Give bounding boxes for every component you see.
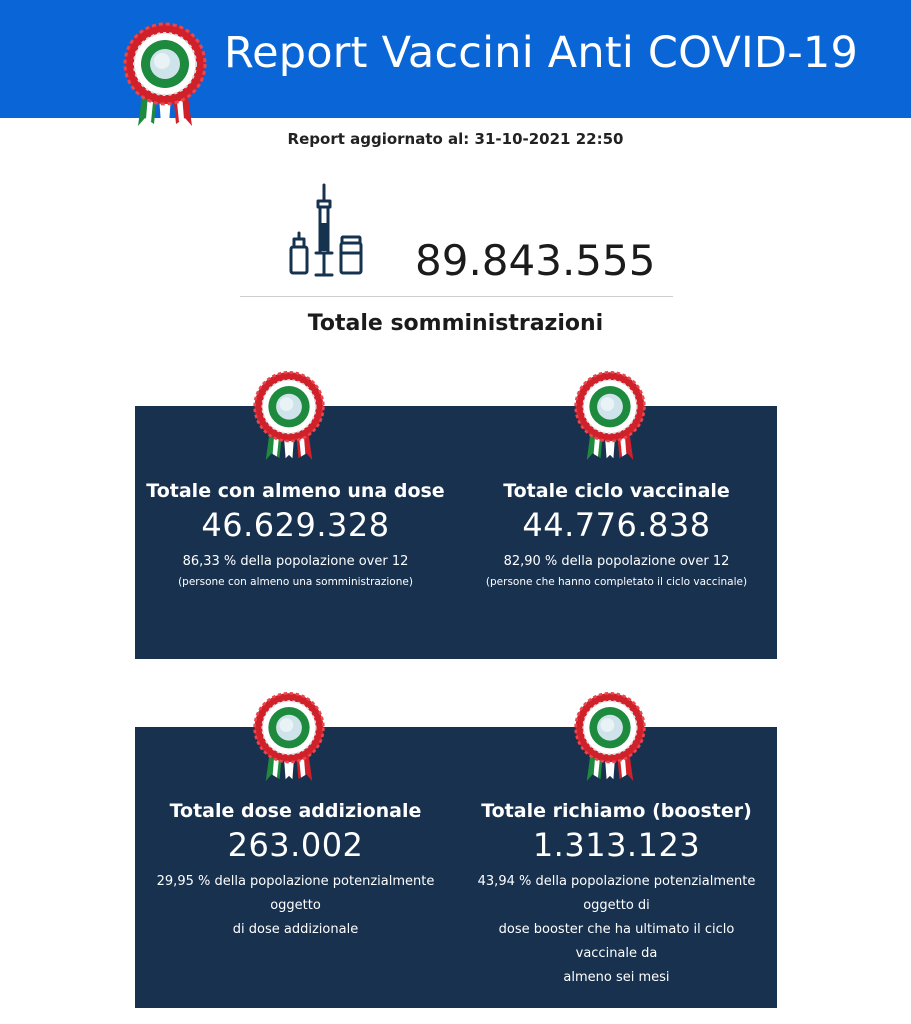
stat-percent-line: oggetto xyxy=(270,898,321,913)
stat-title: Totale con almeno una dose xyxy=(146,480,445,502)
vaccine-syringe-icon xyxy=(285,183,363,279)
total-administrations-label: Totale somministrazioni xyxy=(307,311,604,336)
stat-booster xyxy=(456,800,777,990)
stat-percent-line: 29,95 % della popolazione potenzialmente xyxy=(156,874,435,889)
italian-cockade-icon xyxy=(252,362,326,472)
stat-percent-line: vaccinale da xyxy=(575,946,658,961)
stat-percent xyxy=(135,870,456,942)
stat-title: Totale richiamo (booster) xyxy=(481,800,752,822)
page-title: Report Vaccini Anti COVID-19 xyxy=(224,28,859,78)
stat-full-cycle xyxy=(456,480,777,588)
stat-percent-line: dose booster che ha ultimato il ciclo xyxy=(498,922,735,937)
stat-title: Totale ciclo vaccinale xyxy=(503,480,730,502)
stat-value: 263.002 xyxy=(227,826,364,864)
header-bar xyxy=(0,0,911,118)
stat-at-least-one-dose xyxy=(135,480,456,588)
stat-percent-line: oggetto di xyxy=(583,898,650,913)
stat-percent-line: di dose addizionale xyxy=(232,922,359,937)
stat-value: 1.313.123 xyxy=(532,826,701,864)
italian-cockade-icon xyxy=(122,14,208,138)
stat-note: (persone con almeno una somministrazione) xyxy=(178,576,413,588)
stat-note: (persone che hanno completato il ciclo vaccinale) xyxy=(485,576,748,588)
stat-percent: 86,33 % della popolazione over 12 xyxy=(182,554,409,569)
stat-percent xyxy=(456,870,777,990)
divider xyxy=(240,296,673,297)
report-updated-text: Report aggiornato al: 31-10-2021 22:50 xyxy=(287,130,624,148)
stat-value: 44.776.838 xyxy=(522,506,711,544)
stat-additional-dose xyxy=(135,800,456,942)
stat-title: Totale dose addizionale xyxy=(169,800,422,822)
italian-cockade-icon xyxy=(252,683,326,793)
stat-value: 46.629.328 xyxy=(201,506,390,544)
italian-cockade-icon xyxy=(573,362,647,472)
stat-percent: 82,90 % della popolazione over 12 xyxy=(503,554,730,569)
stat-percent-line: almeno sei mesi xyxy=(563,970,670,985)
stat-percent-line: 43,94 % della popolazione potenzialmente xyxy=(477,874,756,889)
italian-cockade-icon xyxy=(573,683,647,793)
total-administrations-value: 89.843.555 xyxy=(415,236,656,285)
